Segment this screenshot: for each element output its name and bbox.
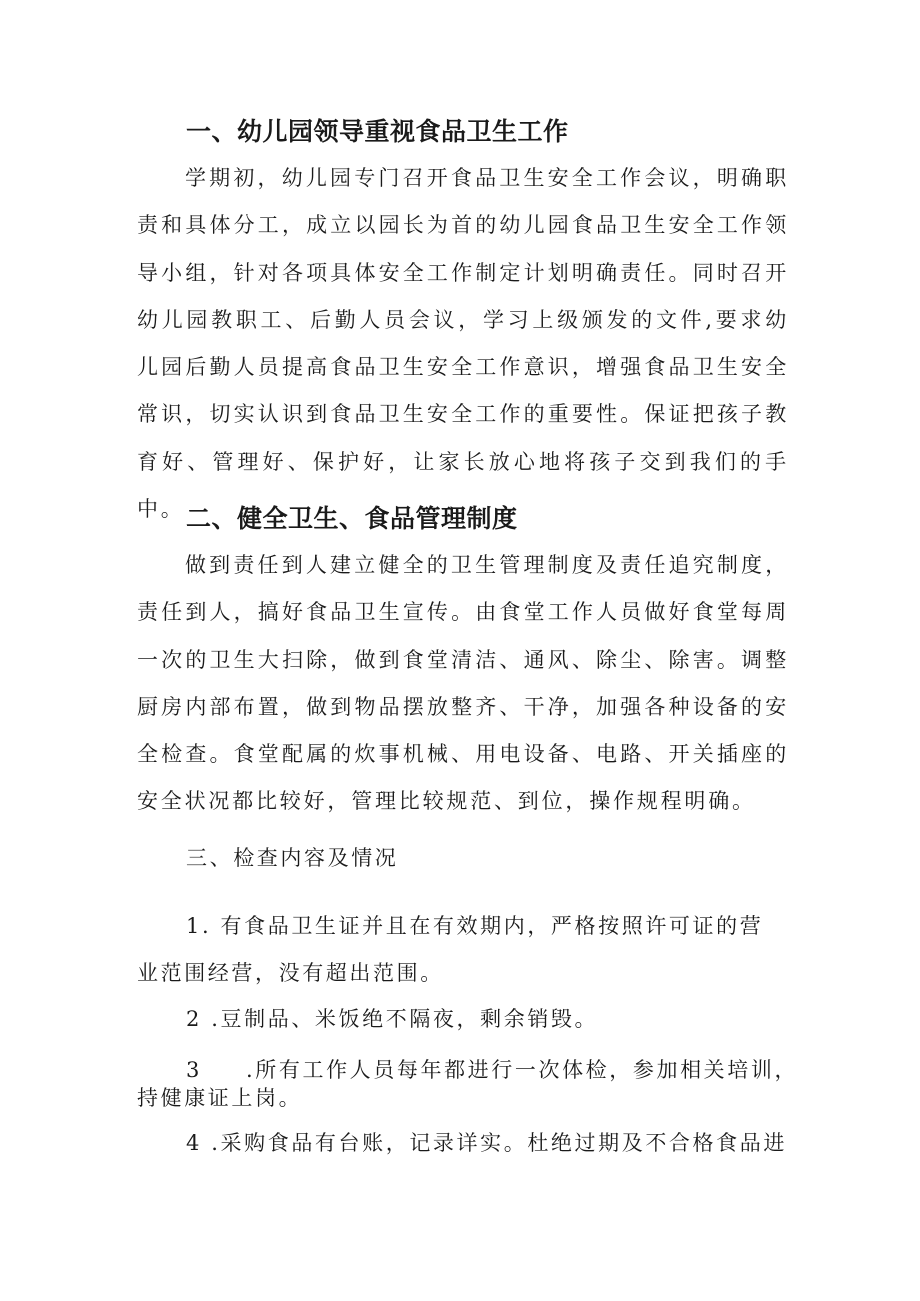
list-item-1-second-line: 业范围经营，没有超出范围。 [137, 961, 444, 985]
list-item-2-number: 2 [186, 1007, 202, 1031]
list-item-4-number: 4 [186, 1131, 202, 1155]
list-item-4-text: .采购食品有台账，记录详实。杜绝过期及不合格食品进 [211, 1131, 787, 1155]
section-1-paragraph: 学期初，幼儿园专门召开食品卫生安全工作会议，明确职责和具体分工，成立以园长为首的幼儿园食品卫生安全工作领导小组，针对各项具体安全工作制定计划明确责任。同时召开幼儿园教职工、后勤人员会议，学习上级颁发的文件,要求幼儿园后勤人员提高食品卫生安全工作意识，增强食品卫生安全常识，切实认识到食品卫生安全工作的重要性。保证把孩子教育好、管理好、保护好，让家长放心地将孩子交到我们的手中。 [137, 166, 789, 522]
list-item-2-text: .豆制品、米饭绝不隔夜，剩余销毁。 [211, 1007, 599, 1031]
list-item-4 [186, 1128, 787, 1158]
list-item-1-number: 1. [186, 914, 212, 938]
list-item-3-first-line [186, 1055, 798, 1085]
section-2-heading: 二、健全卫生、食品管理制度 [186, 504, 518, 533]
list-item-1-first-line [186, 911, 763, 941]
section-2-paragraph: 做到责任到人建立健全的卫生管理制度及责任追究制度，责任到人，搞好食品卫生宣传。由食堂工作人员做好食堂每周一次的卫生大扫除，做到食堂清洁、通风、除尘、除害。调整厨房内部布置，做到物品摆放整齐、干净，加强各种设备的安全检查。食堂配属的炊事机械、用电设备、电路、开关插座的安全状况都比较好，管理比较规范、到位，操作规程明确。 [137, 553, 789, 814]
list-item-1-text: 有食品卫生证并且在有效期内，严格按照许可证的营 [220, 914, 764, 938]
section-1-heading: 一、幼儿园领导重视食品卫生工作 [186, 117, 569, 146]
list-item-3-number: 3 [186, 1058, 202, 1082]
section-3-heading: 三、检查内容及情况 [186, 846, 399, 870]
list-item-2 [186, 1004, 598, 1034]
list-item-3-second-line: 持健康证上岗。 [137, 1086, 303, 1110]
list-item-3-text: .所有工作人员每年都进行一次体检，参加相关培训， [246, 1058, 799, 1082]
